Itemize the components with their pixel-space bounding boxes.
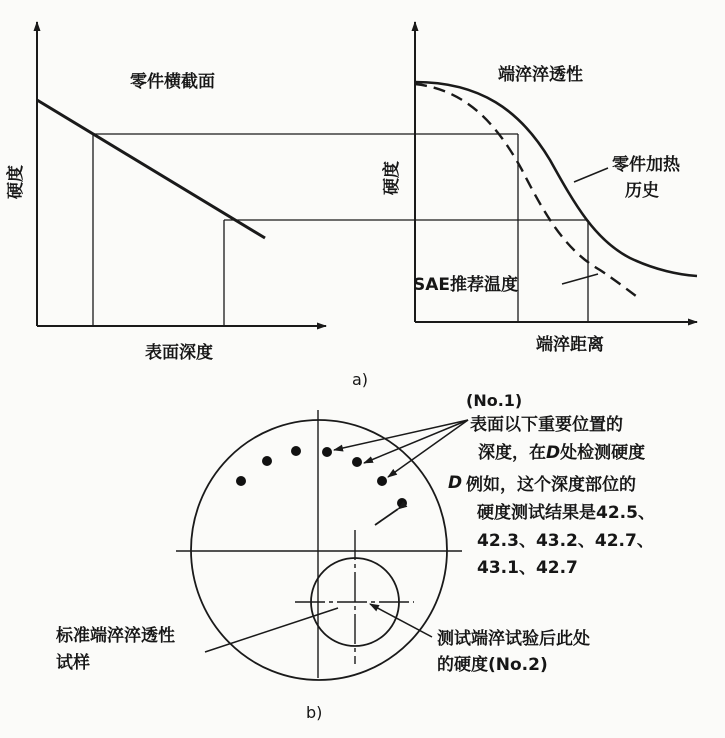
test-point bbox=[322, 447, 332, 457]
test-point bbox=[262, 456, 272, 466]
solid-curve-label-line2: 历史 bbox=[625, 181, 659, 201]
caption-b: b) bbox=[306, 703, 323, 722]
left-x-label: 表面深度 bbox=[145, 343, 213, 363]
note-no1: (No.1) bbox=[466, 391, 523, 410]
specimen-label-line2: 试样 bbox=[56, 653, 90, 673]
hardness-vs-depth-line bbox=[37, 100, 265, 238]
dashed-curve-pointer bbox=[562, 274, 598, 284]
right-chart-title: 端淬淬透性 bbox=[498, 65, 583, 85]
test-hardness-label-line2: 的硬度(No.2) bbox=[437, 655, 548, 675]
example-line4: 43.1、42.7 bbox=[477, 558, 578, 578]
note-positions-line1: 表面以下重要位置的 bbox=[470, 415, 623, 435]
depth-d-pointer bbox=[375, 509, 398, 525]
right-y-label: 硬度 bbox=[382, 161, 402, 195]
test-point bbox=[377, 476, 387, 486]
note-positions-line2: 深度，在D处检测硬度 bbox=[478, 443, 646, 463]
example-line2: 硬度测试结果是42.5、 bbox=[477, 503, 655, 523]
test-point bbox=[291, 446, 301, 456]
test-hardness-pointer bbox=[370, 604, 432, 637]
depth-d-symbol: D bbox=[448, 473, 463, 493]
test-point bbox=[352, 457, 362, 467]
left-chart-title: 零件横截面 bbox=[130, 72, 215, 92]
left-chart bbox=[5, 22, 326, 363]
test-hardness-label-line1: 测试端淬试验后此处 bbox=[437, 629, 590, 649]
part-heating-history-curve bbox=[415, 82, 697, 276]
right-x-label: 端淬距离 bbox=[536, 335, 604, 355]
example-line1: 例如，这个深度部位的 bbox=[466, 475, 636, 495]
test-point bbox=[397, 498, 407, 508]
right-chart bbox=[381, 22, 697, 355]
test-point bbox=[236, 476, 246, 486]
sae-recommended-temperature-curve bbox=[415, 84, 636, 296]
caption-a: a) bbox=[352, 370, 369, 389]
dashed-curve-label: SAE推荐温度 bbox=[413, 275, 519, 295]
solid-curve-pointer bbox=[574, 168, 608, 182]
left-y-label: 硬度 bbox=[6, 165, 26, 199]
specimen-label-line1: 标准端淬淬透性 bbox=[56, 626, 175, 646]
solid-curve-label-line1: 零件加热 bbox=[612, 155, 680, 175]
cross-section-diagram bbox=[176, 410, 468, 680]
part-cross-section-circle bbox=[191, 420, 447, 680]
example-line3: 42.3、43.2、42.7、 bbox=[477, 531, 654, 551]
